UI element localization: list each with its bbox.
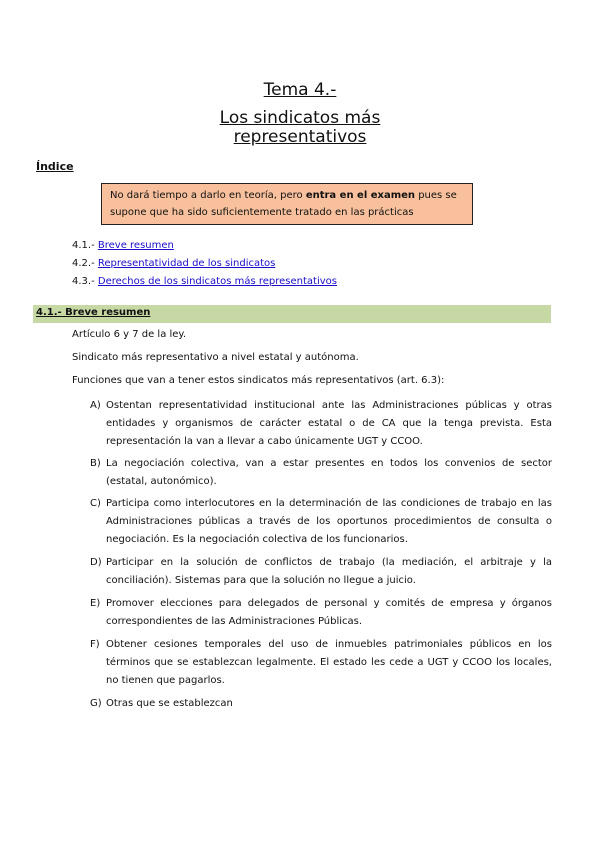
note-prefix: No dará tiempo a darlo en teoría, pero (110, 190, 306, 201)
list-text: Obtener cesiones temporales del uso de inmuebles patrimoniales públicos en los términos que se establezcan legalmente. El estado les cede a UGT y CCOO los locales, no tienen que pagarlos. (106, 639, 552, 686)
list-letter: A) (90, 400, 101, 411)
toc-link-representatividad[interactable]: Representatividad de los sindicatos (97, 258, 276, 269)
list-item (90, 595, 552, 631)
toc-item-2 (72, 257, 275, 271)
list-text: Otras que se establezcan (106, 698, 233, 709)
toc-number: 4.2.- (72, 258, 98, 269)
list-text: Promover elecciones para delegados de personal y comités de empresa y órganos correspondientes de las Administraciones Públicas. (106, 598, 552, 627)
list-item (90, 695, 552, 713)
title-line-2: Los sindicatos más (219, 108, 381, 128)
indice-heading: Índice (36, 160, 74, 173)
paragraph-funciones: Funciones que van a tener estos sindicatos más representativos (art. 6.3): (72, 375, 445, 386)
paragraph-sindicato: Sindicato más representativo a nivel estatal y autónoma. (72, 352, 359, 363)
list-text: Participar en la solución de conflictos de trabajo (la mediación, el arbitraje y la conciliación). Sistemas para que la solución no llegue a juicio. (106, 557, 552, 586)
paragraph-articulo: Artículo 6 y 7 de la ley. (72, 329, 187, 340)
list-letter: F) (90, 639, 100, 650)
toc-item-3 (72, 275, 337, 289)
toc-link-derechos[interactable]: Derechos de los sindicatos más representativos (97, 276, 337, 287)
list-text: Ostentan representatividad institucional ante las Administraciones públicas y otras entidades y organismos de carácter estatal o de CA que la tenga prevista. Esta representación la van a llevar a cabo únicamente UGT y CCOO. (106, 400, 552, 447)
section-heading-bar (33, 305, 551, 323)
toc-number: 4.3.- (72, 276, 98, 287)
note-bold: entra en el examen (305, 190, 416, 201)
list-item (90, 397, 552, 451)
list-letter: B) (90, 458, 101, 469)
list-item (90, 495, 552, 549)
title-line-3: representativos (233, 127, 367, 147)
exam-note-box (101, 183, 473, 225)
toc-number: 4.1.- (72, 240, 98, 251)
toc-link-breve-resumen[interactable]: Breve resumen (97, 240, 174, 251)
toc-item-1 (72, 239, 174, 253)
list-text: La negociación colectiva, van a estar presentes en todos los convenios de sector (estatal, autonómico). (106, 458, 552, 487)
list-item (90, 455, 552, 491)
list-letter: G) (90, 698, 102, 709)
list-letter: C) (90, 498, 101, 509)
list-item (90, 554, 552, 590)
note-suffix: pues se supone que ha sido suficientemente tratado en las prácticas (110, 190, 457, 218)
list-item (90, 636, 552, 690)
list-letter: D) (90, 557, 102, 568)
list-text: Participa como interlocutores en la determinación de las condiciones de trabajo en las Administraciones públicas a través de los oportunos procedimientos de consulta o negociación. Es la negociación colectiva de los funcionarios. (106, 498, 552, 545)
section-heading: 4.1.- Breve resumen (36, 307, 151, 318)
list-letter: E) (90, 598, 101, 609)
title-line-1: Tema 4.- (263, 80, 337, 100)
